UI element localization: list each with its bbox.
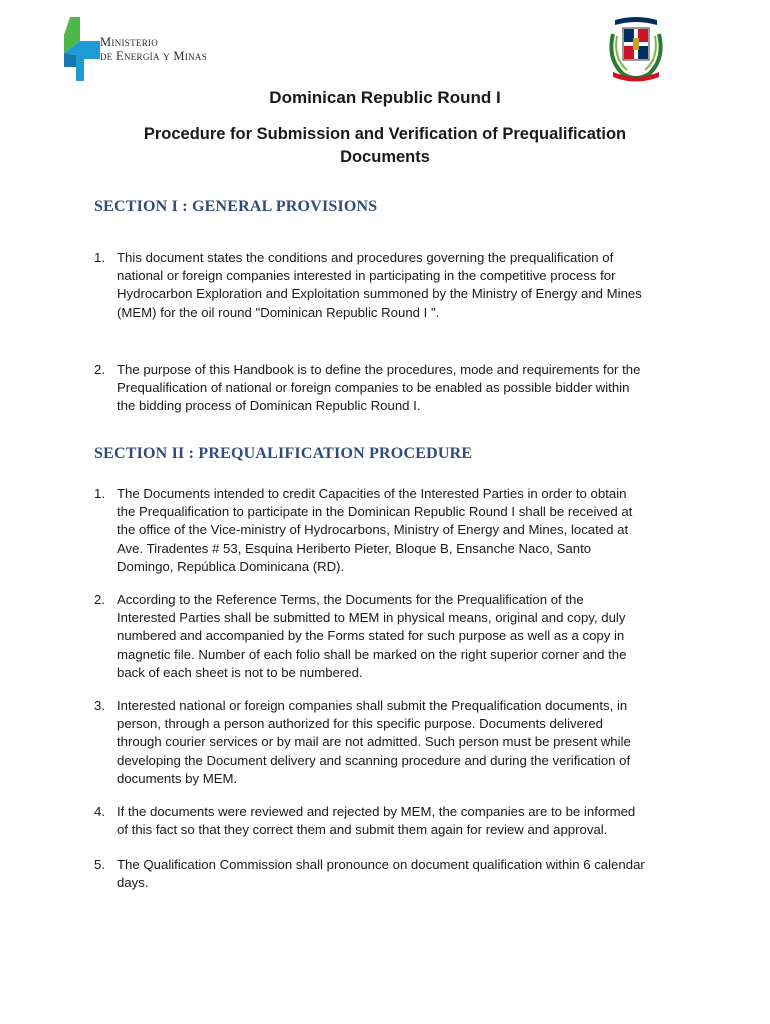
text-line: developing the Document delivery and scanning procedure and during the verification of [117,752,631,768]
text-line: national or foreign companies interested in participating in the competitive process for [117,268,616,284]
text-line: If the documents were reviewed and rejected by MEM, the companies are to be informed [117,804,636,819]
ministry-logo [62,15,252,85]
text-line: the bidding process of Dominican Republic Round I. [117,398,421,414]
text-line: Interested Parties shall be submitted to MEM in physical means, original and copy, duly [117,610,626,626]
list-item [94,361,678,416]
subtitle-line-2: Documents [340,148,430,166]
list-item [94,856,678,892]
coat-of-arms [603,14,669,84]
text-line: Interested national or foreign companies shall submit the Prequalification documents, in [117,698,628,713]
item-number: 3. [94,698,105,713]
item-text [117,856,678,892]
text-line: person, through a person authorized for this specific purpose. Documents delivered [117,716,604,732]
ministry-line-1: Ministerio [100,35,159,49]
item-text [117,485,678,576]
item-text [117,249,678,322]
item-number: 1. [94,250,105,265]
item-text [117,803,678,839]
text-line: the office of the Vice-ministry of Hydrocarbons, Ministry of Energy and Mines, located at [117,522,629,538]
text-line: According to the Reference Terms, the Documents for the Prequalification of the [117,592,584,607]
text-line: back of each sheet is not to be numbered. [117,664,363,680]
section-heading: SECTION I : GENERAL PROVISIONS [94,198,378,215]
ministry-emblem-icon [62,15,102,85]
list-item [94,591,678,682]
item-number: 4. [94,804,105,819]
text-line: of this fact so that they correct them and submit them again for review and approval. [117,822,608,838]
item-number: 5. [94,857,105,872]
text-line: Domingo, República Dominicana (RD). [117,558,345,574]
text-line: This document states the conditions and procedures governing the prequalification of [117,250,614,265]
list-item [94,803,678,839]
item-text [117,361,678,416]
item-text [117,591,678,682]
text-line: documents by MEM. [117,770,238,786]
subtitle-line-1: Procedure for Submission and Verification of Prequalification [143,125,627,143]
text-line: Ave. Tiradentes # 53, Esquina Heriberto Pieter, Bloque B, Ensanche Naco, Santo [117,540,592,556]
ministry-line-2: de Energía y Minas [100,49,208,63]
ministry-name [100,35,207,63]
text-line: Prequalification of national or foreign companies to be enabled as possible bidder within [117,380,630,396]
section-heading: SECTION II : PREQUALIFICATION PROCEDURE [94,445,473,462]
text-line: The Qualification Commission shall pronounce on document qualification within 6 calendar [117,857,645,872]
item-number: 2. [94,362,105,377]
text-line: Hydrocarbon Exploration and Exploitation summoned by the Ministry of Energy and Mines [117,286,642,302]
list-item [94,697,678,788]
text-line: the Prequalification to participate in the Dominican Republic Round I shall be received at [117,504,633,520]
document-subtitle [0,123,770,169]
text-line: The purpose of this Handbook is to define the procedures, mode and requirements for the [117,362,641,377]
text-line: magnetic file. Number of each folio shall be marked on the right superior corner and the [117,646,627,662]
item-number: 2. [94,592,105,607]
coat-of-arms-icon [603,14,669,84]
document-title: Dominican Republic Round I [269,88,501,107]
list-item [94,485,678,576]
text-line: The Documents intended to credit Capacities of the Interested Parties in order to obtain [117,486,627,501]
text-line: numbered and accompanied by the Forms stated for such purpose as well as a copy in [117,628,625,644]
text-line: (MEM) for the oil round "Dominican Republic Round I ". [117,304,440,320]
list-item [94,249,678,322]
text-line: through courier services or by mail are not admitted. Such person must be present while [117,734,631,750]
item-text [117,697,678,788]
item-number: 1. [94,486,105,501]
text-line: days. [117,875,149,891]
